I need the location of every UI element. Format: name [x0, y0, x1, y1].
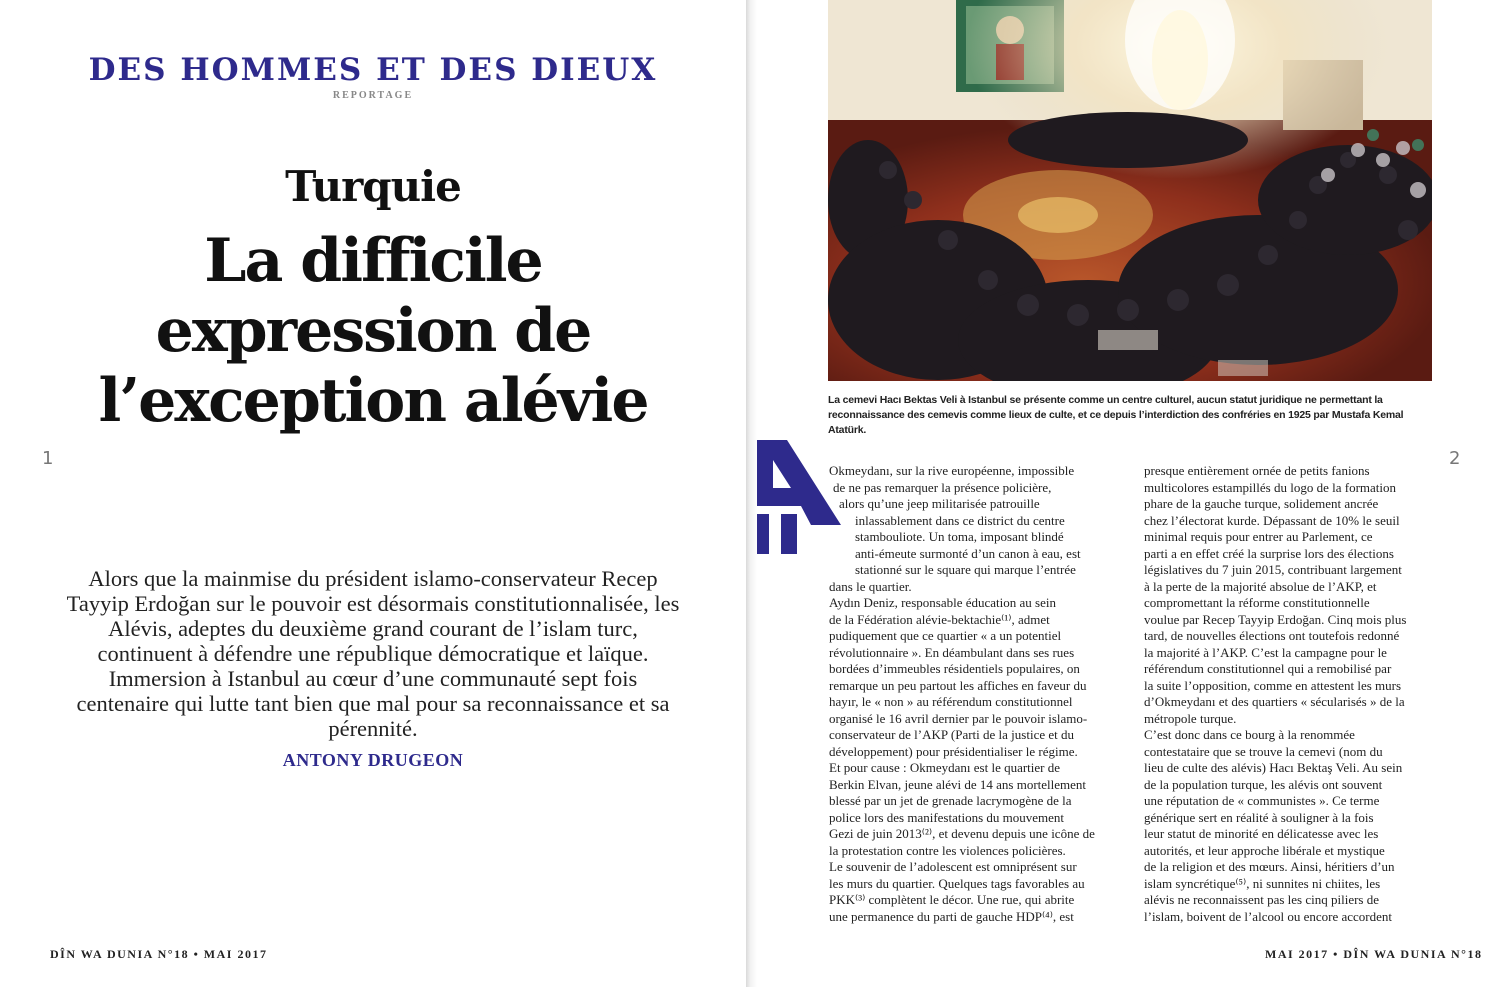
body-text-line: révolutionnaire ». En déambulant dans ses rues — [829, 644, 1075, 660]
body-text-line: stambouliote. Un toma, imposant blindé — [855, 529, 1064, 544]
left-page — [0, 0, 746, 987]
ceremony-photo — [828, 0, 1432, 381]
body-text-line: la majorité à l’AKP. C’est la campagne pour le — [1144, 644, 1387, 660]
body-text-line: à la perte de la majorité absolue de l’AKP, et — [1144, 578, 1377, 594]
body-text-line: C’est donc dans ce bourg à la renommée — [1144, 727, 1355, 742]
body-text-line: conservateur de l’AKP (Parti de la justice et du — [829, 727, 1074, 742]
body-text-line: Berkin Elvan, jeune alévi de 14 ans mortellement — [829, 776, 1087, 792]
body-text-line: dans le quartier. — [829, 578, 912, 594]
footer-left: DÎN WA DUNIA N°18 • MAI 2017 — [50, 947, 268, 961]
article-headline — [60, 226, 686, 436]
body-text-line: législatives du 7 juin 2015, contribuant largement — [1144, 562, 1402, 577]
body-text-line: remarque un peu partout les affiches en faveur du — [829, 677, 1087, 693]
article-body-column-2 — [1144, 463, 1444, 925]
body-text-line: tard, de nouvelles élections ont toutefois redonné — [1144, 628, 1400, 643]
body-text-line: de la religion et des mœurs. Ainsi, héritiers d’un — [1144, 859, 1395, 874]
body-text-line: leur statut de minorité en délicatesse avec les — [1144, 826, 1379, 841]
body-text-line: organisé le 16 avril dernier par le pouvoir islamo- — [829, 710, 1088, 726]
page-number-left: 1 — [42, 448, 54, 469]
page-gutter — [746, 0, 757, 987]
body-text-line: autorités, et leur approche libérale et mystique — [1144, 842, 1385, 858]
body-text-line: d’Okmeydanı et des quartiers « sécularisés » de la — [1144, 694, 1405, 709]
body-text-line: pudiquement que ce quartier « a un potentiel — [829, 628, 1062, 643]
body-text-line: de la Fédération alévie-bektachie⁽¹⁾, admet — [829, 611, 1050, 627]
body-text-line: la suite l’opposition, comme en attestent les murs — [1144, 677, 1402, 693]
ceremony-photo-illustration — [828, 0, 1432, 381]
section-label: REPORTAGE — [332, 90, 414, 101]
body-text-line: alévis ne reconnaissent pas les cinq piliers de — [1144, 892, 1380, 907]
body-text-line: phare de la gauche turque, solidement ancrée — [1144, 496, 1379, 511]
article-standfirst: Alors que la mainmise du président islamo-conservateur Recep Tayyip Erdoğan sur le pouvoir est désormais constitutionnalisée, les Alévis, adeptes du deuxième grand courant de l’islam turc, continuent à défendre une république démocratique et laïque. Immersion à Istanbul au cœur d’une communauté sept fois centenaire qui lutte tant bien que mal pour sa reconnaissance et sa pérennité. — [66, 566, 680, 741]
body-text-line: alors qu’une jeep militarisée patrouille — [839, 496, 1040, 511]
article-body-column-1 — [829, 463, 1129, 925]
body-text-line: développement) pour présidentialiser le régime. — [829, 743, 1078, 759]
right-page — [757, 0, 1500, 987]
body-text-line: stationné sur le square qui marque l’entrée — [855, 562, 1076, 577]
page-number-right: 2 — [1449, 448, 1461, 469]
headline-line: l’exception alévie — [98, 366, 648, 436]
rubric-title: DES HOMMES ET DES DIEUX — [88, 52, 658, 88]
body-text-line: islam syncrétique⁽⁵⁾, ni sunnites ni chiites, les — [1144, 875, 1381, 891]
body-text-line: référendum constitutionnel qui a remobilisé par — [1144, 661, 1392, 676]
body-text-line: Okmeydanı, sur la rive européenne, impossible — [829, 463, 1075, 478]
author-byline: ANTONY DRUGEON — [282, 750, 464, 770]
body-text-line: métropole turque. — [1144, 710, 1237, 726]
body-text-line: police lors des manifestations du mouvement — [829, 809, 1065, 825]
body-text-line: chez l’électorat kurde. Dépassant de 10% le seuil — [1144, 512, 1400, 528]
body-text-line: inlassablement dans ce district du centre — [855, 512, 1065, 528]
article-kicker: Turquie — [285, 162, 461, 211]
body-text-line: minimal requis pour entrer au Parlement, ce — [1144, 529, 1373, 544]
body-text-line: générique sert en réalité à souligner à la fois — [1144, 809, 1374, 825]
body-text-line: parti a en effet créé la surprise lors des élections — [1144, 545, 1394, 561]
body-text-line: l’islam, boivent de l’alcool ou encore accordent — [1144, 908, 1392, 924]
body-text-line: de ne pas remarquer la présence policière, — [833, 479, 1052, 495]
footer-right: MAI 2017 • DÎN WA DUNIA N°18 — [1265, 947, 1483, 961]
body-text-line: Gezi de juin 2013⁽²⁾, et devenu depuis une icône de — [829, 826, 1095, 841]
body-text-line: les murs du quartier. Quelques tags favorables au — [829, 875, 1085, 891]
body-text-line: Aydın Deniz, responsable éducation au sein — [829, 595, 1056, 610]
headline-line: expression de — [155, 296, 591, 366]
body-text-line: PKK⁽³⁾ complètent le décor. Une rue, qui abrite — [829, 892, 1075, 907]
body-text-line: bordées d’immeubles résidentiels populaires, on — [829, 661, 1080, 676]
body-text-line: la protestation contre les violences policières. — [829, 842, 1066, 858]
headline-line: La difficile — [204, 226, 542, 296]
body-text-line: Le souvenir de l’adolescent est omniprésent sur — [829, 859, 1077, 874]
body-text-line: Et pour cause : Okmeydanı est le quartier de — [829, 760, 1061, 775]
body-text-line: une permanence du parti de gauche HDP⁽⁴⁾, est — [829, 908, 1074, 924]
body-text-line: hayır, le « non » au référendum constitutionnel — [829, 694, 1073, 709]
body-text-line: lieu de culte des alévis) Hacı Bektaş Veli. Au sein — [1144, 760, 1403, 775]
body-text-line: compromettant la réforme constitutionnelle — [1144, 595, 1370, 610]
body-text-line: presque entièrement ornée de petits fanions — [1144, 463, 1370, 478]
body-text-line: blessé par un jet de grenade lacrymogène de la — [829, 793, 1072, 808]
body-text-line: de la population turque, les alévis ont souvent — [1144, 776, 1383, 792]
body-text-line: une réputation de « communistes ». Ce terme — [1144, 793, 1380, 808]
photo-caption: La cemevi Hacı Bektas Veli à Istanbul se présente comme un centre culturel, aucun statut juridique ne permettant la reconnaissance des cemevis comme lieux de culte, et ce depuis l’interdiction des confréries en 1925 par Mustafa Kemal Atatürk. — [828, 394, 1404, 436]
body-text-line: contestataire que se trouve la cemevi (nom du — [1144, 743, 1383, 759]
body-text-line: anti-émeute surmonté d’un canon à eau, est — [855, 545, 1081, 561]
body-text-line: voulue par Recep Tayyip Erdoğan. Cinq mois plus — [1144, 611, 1407, 627]
body-text-line: multicolores estampillés du logo de la formation — [1144, 479, 1397, 495]
